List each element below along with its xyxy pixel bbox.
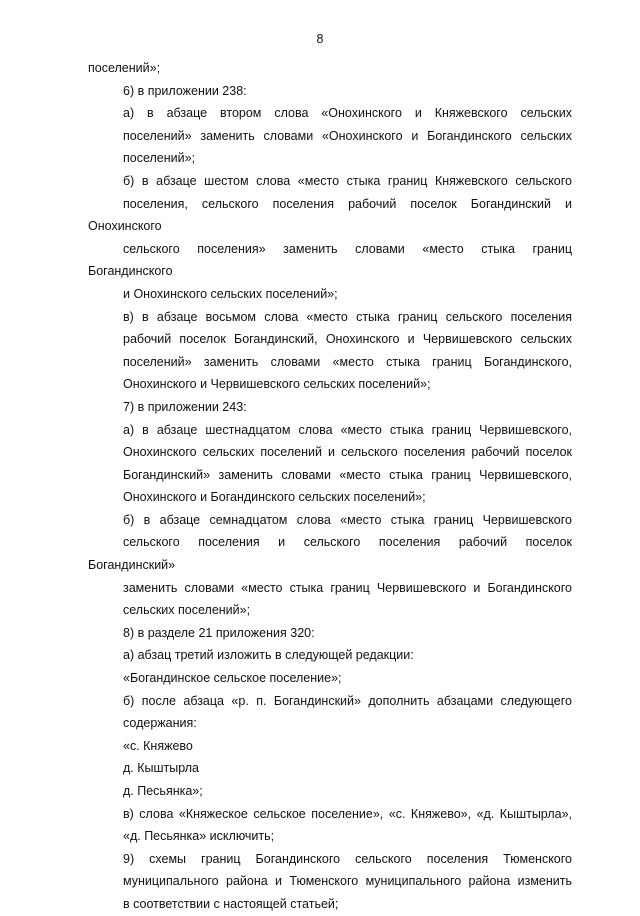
text-line: поселений» заменить словами «Онохинского и Богандинского сельских bbox=[123, 128, 572, 143]
text-line: поселения, сельского поселения рабочий поселок Богандинский и Онохинского bbox=[88, 196, 572, 234]
text-line: в соответствии с настоящей статьей; bbox=[123, 896, 339, 911]
paragraph bbox=[88, 667, 572, 690]
page-number: 8 bbox=[316, 32, 324, 46]
text-line: 7) в приложении 243: bbox=[123, 399, 247, 414]
paragraph bbox=[88, 644, 572, 667]
text-line: рабочий поселок Богандинский, Онохинского и Червишевского сельских bbox=[123, 332, 572, 347]
paragraph bbox=[88, 690, 572, 735]
text-line: б) в абзаце шестом слова «место стыка границ Княжевского сельского bbox=[123, 173, 572, 188]
text-line: муниципального района и Тюменского муниципального района изменить bbox=[123, 874, 572, 889]
text-line: Онохинского сельских поселений и сельского поселения рабочий поселок bbox=[123, 445, 572, 460]
text-line: в) в абзаце восьмом слова «место стыка границ сельского поселения bbox=[123, 309, 572, 324]
paragraph bbox=[88, 757, 572, 780]
paragraph bbox=[88, 848, 572, 916]
text-line: а) в абзаце втором слова «Онохинского и Княжевского сельских bbox=[123, 106, 572, 121]
text-line: 8) в разделе 21 приложения 320: bbox=[123, 625, 315, 640]
text-line: «Богандинское сельское поселение»; bbox=[123, 671, 342, 686]
paragraph bbox=[88, 396, 572, 419]
text-line: д. Песьянка»; bbox=[123, 784, 203, 798]
text-line: содержания: bbox=[123, 716, 197, 731]
text-line: 9) схемы границ Богандинского сельского поселения Тюменского bbox=[123, 851, 572, 866]
paragraph bbox=[88, 306, 572, 396]
paragraph bbox=[88, 622, 572, 645]
paragraph bbox=[88, 57, 572, 80]
text-line: а) абзац третий изложить в следующей редакции: bbox=[123, 648, 414, 663]
text-line: «с. Княжево bbox=[123, 738, 193, 753]
text-line: Богандинский» заменить словами «место стыка границ Червишевского, bbox=[123, 467, 572, 482]
paragraph bbox=[88, 170, 572, 306]
text-line: б) в абзаце семнадцатом слова «место стыка границ Червишевского bbox=[123, 512, 572, 527]
text-line: поселений»; bbox=[123, 151, 196, 166]
text-line: Онохинского и Червишевского сельских поселений»; bbox=[123, 377, 431, 392]
text-line: 6) в приложении 238: bbox=[123, 83, 247, 98]
paragraph bbox=[88, 102, 572, 170]
text-line: сельских поселений»; bbox=[123, 603, 251, 618]
text-line: сельского поселения» заменить словами «место стыка границ Богандинского bbox=[88, 241, 572, 279]
paragraph bbox=[88, 80, 572, 103]
text-line: «д. Песьянка» исключить; bbox=[123, 829, 275, 844]
paragraph bbox=[88, 419, 572, 509]
text-line: сельского поселения и сельского поселения рабочий поселок Богандинский» bbox=[88, 535, 572, 573]
text-line: заменить словами «место стыка границ Червишевского и Богандинского bbox=[123, 580, 572, 595]
text-line: в) слова «Княжеское сельское поселение», «с. Княжево», «д. Кыштырла», bbox=[123, 806, 572, 821]
text-line: д. Кыштырла bbox=[123, 761, 200, 776]
text-line: поселений»; bbox=[88, 61, 161, 75]
text-line: а) в абзаце шестнадцатом слова «место стыка границ Червишевского, bbox=[123, 422, 572, 437]
text-line: б) после абзаца «р. п. Богандинский» дополнить абзацами следующего bbox=[123, 693, 572, 708]
text-line: и Онохинского сельских поселений»; bbox=[123, 286, 338, 301]
paragraph bbox=[88, 509, 572, 622]
text-line: поселений» заменить словами «место стыка границ Богандинского, bbox=[123, 354, 572, 369]
paragraph bbox=[88, 735, 572, 758]
document-body bbox=[88, 57, 572, 916]
paragraph bbox=[88, 803, 572, 848]
paragraph bbox=[88, 780, 572, 803]
text-line: Онохинского и Богандинского сельских поселений»; bbox=[123, 490, 426, 505]
